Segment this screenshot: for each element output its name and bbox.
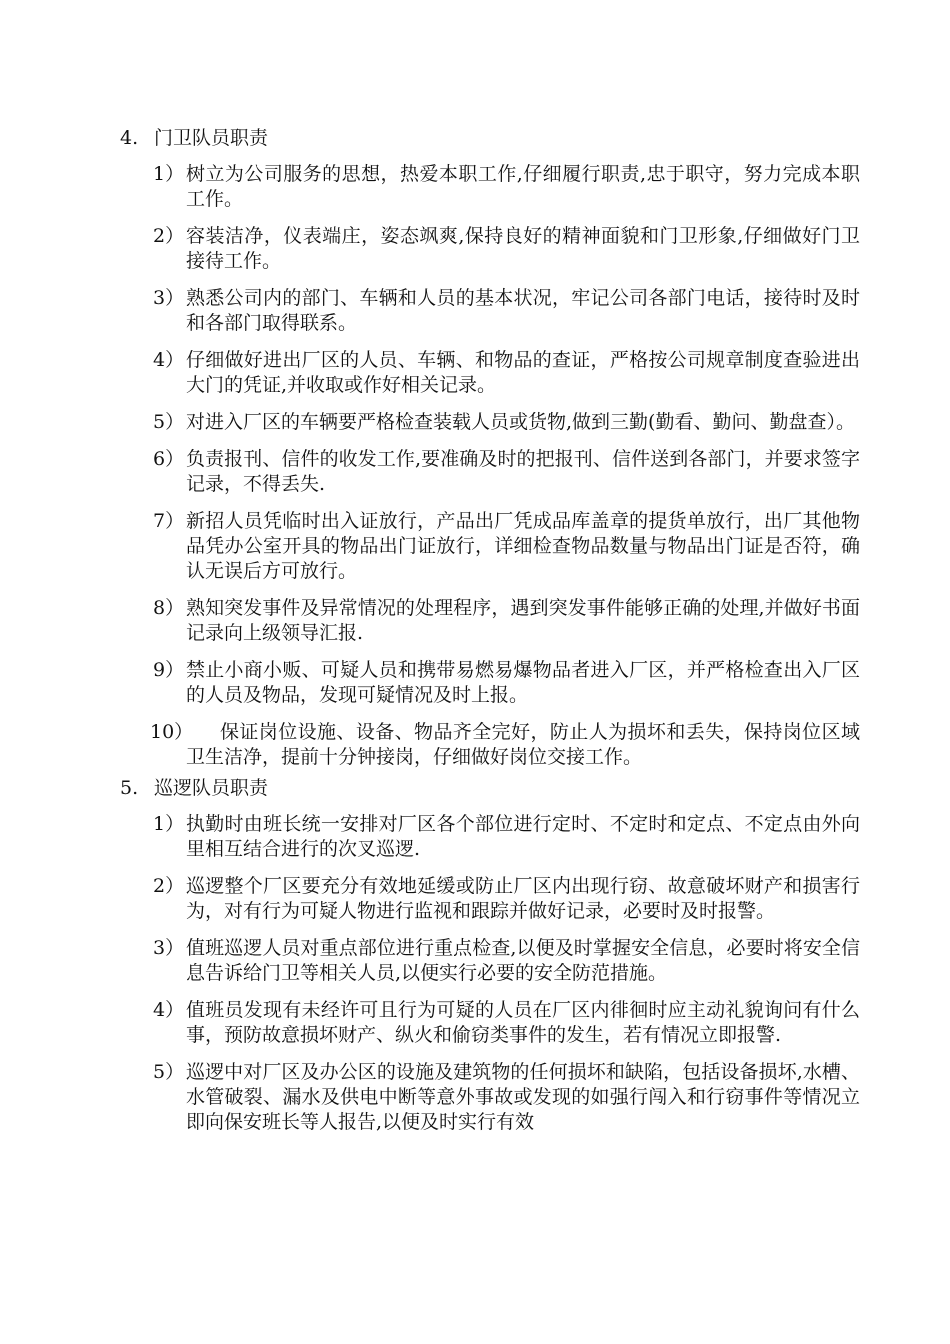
section-heading bbox=[120, 126, 950, 150]
item-number: 4） bbox=[153, 999, 185, 1021]
duty-list bbox=[0, 162, 950, 770]
item-text: 树立为公司服务的思想，热爱本职工作,仔细履行职责,忠于职守，努力完成本职工作。 bbox=[186, 163, 860, 210]
section-number: 5. bbox=[120, 777, 139, 799]
item-number: 2） bbox=[153, 225, 185, 247]
list-item bbox=[0, 224, 860, 274]
section-heading bbox=[120, 776, 950, 800]
item-text: 巡逻整个厂区要充分有效地延缓或防止厂区内出现行窃、故意破坏财产和损害行为，对有行为可疑人物进行监视和跟踪并做好记录，必要时及时报警。 bbox=[186, 875, 860, 922]
item-text: 巡逻中对厂区及办公区的设施及建筑物的任何损坏和缺陷，包括设备损坏,水槽、水管破裂、漏水及供电中断等意外事故或发现的如强行闯入和行窃事件等情况立即向保安班长等人报告,以便及时实行有效 bbox=[186, 1061, 860, 1133]
list-item bbox=[0, 410, 860, 435]
list-item bbox=[0, 162, 860, 212]
item-text: 对进入厂区的车辆要严格检查装载人员或货物,做到三勤(勤看、勤问、勤盘查）。 bbox=[186, 411, 855, 433]
list-item bbox=[0, 286, 860, 336]
item-number: 6） bbox=[153, 448, 185, 470]
item-text: 值班员发现有未经许可且行为可疑的人员在厂区内徘徊时应主动礼貌询问有什么事，预防故意损坏财产、纵火和偷窃类事件的发生，若有情况立即报警. bbox=[186, 999, 860, 1046]
item-text: 执勤时由班长统一安排对厂区各个部位进行定时、不定时和定点、不定点由外向里相互结合进行的次叉巡逻. bbox=[186, 813, 860, 860]
item-number: 2） bbox=[153, 875, 185, 897]
list-item bbox=[0, 658, 860, 708]
list-item bbox=[0, 447, 860, 497]
section-title: 巡逻队员职责 bbox=[154, 777, 269, 799]
item-text: 禁止小商小贩、可疑人员和携带易燃易爆物品者进入厂区，并严格检查出入厂区的人员及物品，发现可疑情况及时上报。 bbox=[186, 659, 860, 706]
item-number: 3） bbox=[153, 937, 185, 959]
list-item bbox=[0, 596, 860, 646]
duty-list bbox=[0, 812, 950, 1135]
section-gatekeeper-duties bbox=[0, 126, 950, 770]
item-text: 新招人员凭临时出入证放行，产品出厂凭成品库盖章的提货单放行，出厂其他物品凭办公室开具的物品出门证放行，详细检查物品数量与物品出门证是否符，确认无误后方可放行。 bbox=[186, 510, 860, 582]
item-number: 10） bbox=[150, 721, 194, 743]
item-text: 容装洁净，仪表端庄，姿态飒爽,保持良好的精神面貌和门卫形象,仔细做好门卫接待工作。 bbox=[186, 225, 860, 272]
list-item bbox=[0, 936, 860, 986]
item-number: 5） bbox=[153, 1061, 185, 1083]
item-number: 3） bbox=[153, 287, 185, 309]
item-text: 保证岗位设施、设备、物品齐全完好，防止人为损坏和丢失，保持岗位区域卫生洁净，提前十分钟接岗，仔细做好岗位交接工作。 bbox=[186, 721, 860, 768]
section-number: 4. bbox=[120, 127, 139, 149]
item-text: 负责报刊、信件的收发工作,要准确及时的把报刊、信件送到各部门，并要求签字记录，不得丢失. bbox=[186, 448, 860, 495]
item-text: 值班巡逻人员对重点部位进行重点检查,以便及时掌握安全信息，必要时将安全信息告诉给门卫等相关人员,以便实行必要的安全防范措施。 bbox=[186, 937, 860, 984]
section-patrol-duties bbox=[0, 776, 950, 1135]
item-number: 5） bbox=[153, 411, 185, 433]
item-number: 8） bbox=[153, 597, 185, 619]
list-item bbox=[0, 998, 860, 1048]
list-item bbox=[0, 1060, 860, 1135]
item-text: 熟知突发事件及异常情况的处理程序，遇到突发事件能够正确的处理,并做好书面记录向上级领导汇报. bbox=[186, 597, 860, 644]
list-item bbox=[0, 720, 860, 770]
list-item bbox=[0, 874, 860, 924]
item-number: 1） bbox=[153, 813, 185, 835]
list-item bbox=[0, 348, 860, 398]
item-text: 熟悉公司内的部门、车辆和人员的基本状况，牢记公司各部门电话，接待时及时和各部门取得联系。 bbox=[186, 287, 860, 334]
list-item bbox=[0, 509, 860, 584]
list-item bbox=[0, 812, 860, 862]
item-number: 4） bbox=[153, 349, 185, 371]
item-number: 7） bbox=[153, 510, 185, 532]
section-title: 门卫队员职责 bbox=[154, 127, 269, 149]
item-number: 1） bbox=[153, 163, 185, 185]
item-number: 9） bbox=[153, 659, 185, 681]
item-text: 仔细做好进出厂区的人员、车辆、和物品的查证，严格按公司规章制度查验进出大门的凭证,并收取或作好相关记录。 bbox=[186, 349, 860, 396]
